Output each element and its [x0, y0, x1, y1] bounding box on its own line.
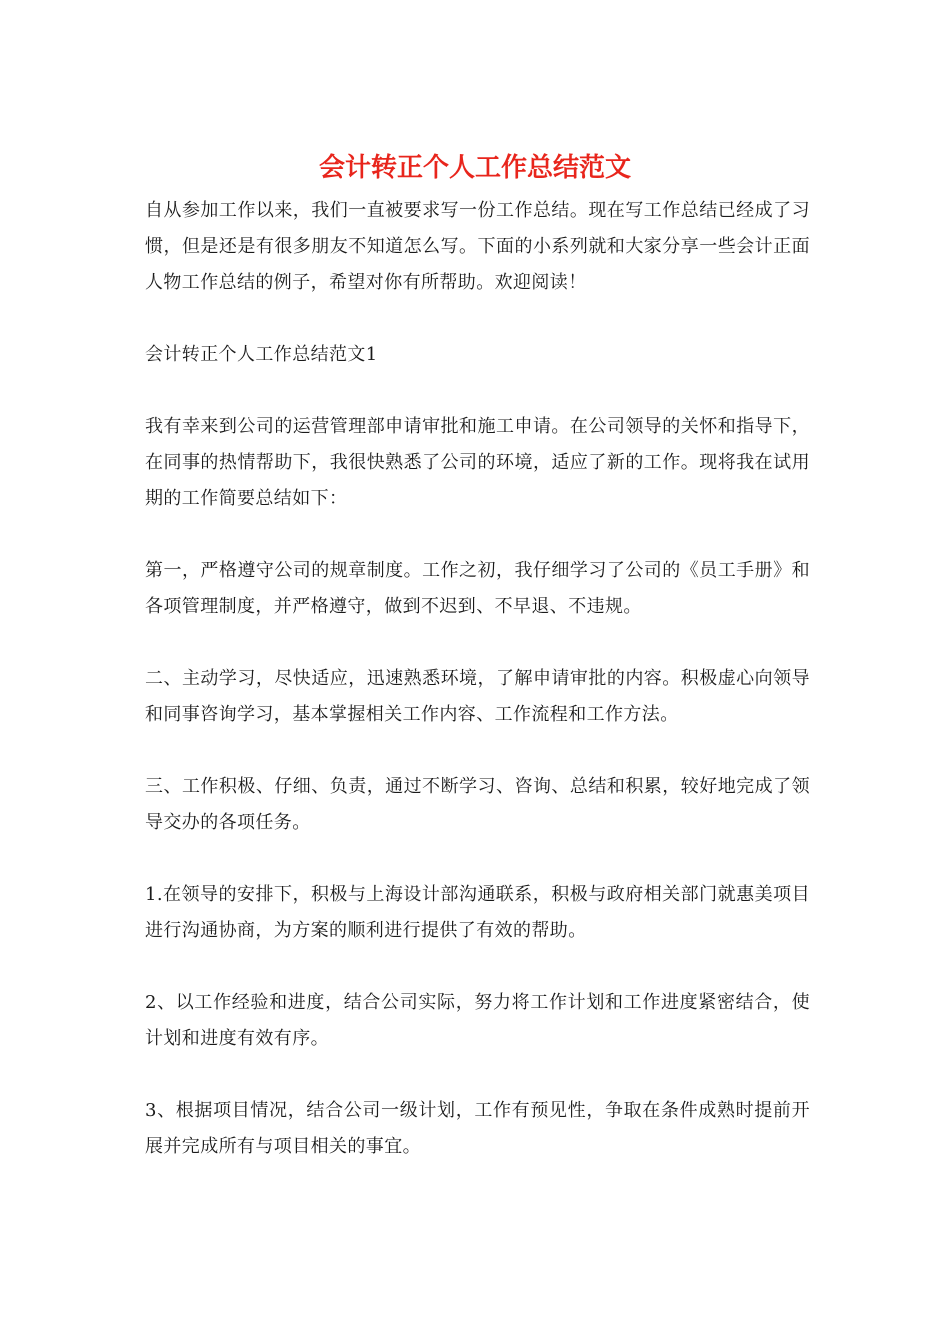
list-item: 2、以工作经验和进度，结合公司实际，努力将工作计划和工作进度紧密结合，使计划和进度有效有序。: [145, 992, 810, 1049]
document-body: [145, 193, 810, 1201]
body-paragraph: 二、主动学习，尽快适应，迅速熟悉环境，了解申请审批的内容。积极虚心向领导和同事咨询学习，基本掌握相关工作内容、工作流程和工作方法。: [145, 668, 810, 725]
body-paragraph: 三、工作积极、仔细、负责，通过不断学习、咨询、总结和积累，较好地完成了领导交办的各项任务。: [145, 776, 810, 833]
section-heading: 会计转正个人工作总结范文1: [145, 344, 378, 365]
body-paragraph: 我有幸来到公司的运营管理部申请审批和施工申请。在公司领导的关怀和指导下，在同事的热情帮助下，我很快熟悉了公司的环境，适应了新的工作。现将我在试用期的工作简要总结如下：: [145, 416, 810, 509]
list-item: 1.在领导的安排下，积极与上海设计部沟通联系，积极与政府相关部门就惠美项目进行沟通协商，为方案的顺利进行提供了有效的帮助。: [145, 884, 810, 941]
list-item: 3、根据项目情况，结合公司一级计划，工作有预见性，争取在条件成熟时提前开展并完成所有与项目相关的事宜。: [145, 1100, 810, 1157]
intro-paragraph: 自从参加工作以来，我们一直被要求写一份工作总结。现在写工作总结已经成了习惯，但是还是有很多朋友不知道怎么写。下面的小系列就和大家分享一些会计正面人物工作总结的例子，希望对你有所帮助。欢迎阅读！: [145, 200, 810, 293]
body-paragraph: 第一，严格遵守公司的规章制度。工作之初，我仔细学习了公司的《员工手册》和各项管理制度，并严格遵守，做到不迟到、不早退、不违规。: [145, 560, 810, 617]
document-title: 会计转正个人工作总结范文: [318, 153, 631, 183]
